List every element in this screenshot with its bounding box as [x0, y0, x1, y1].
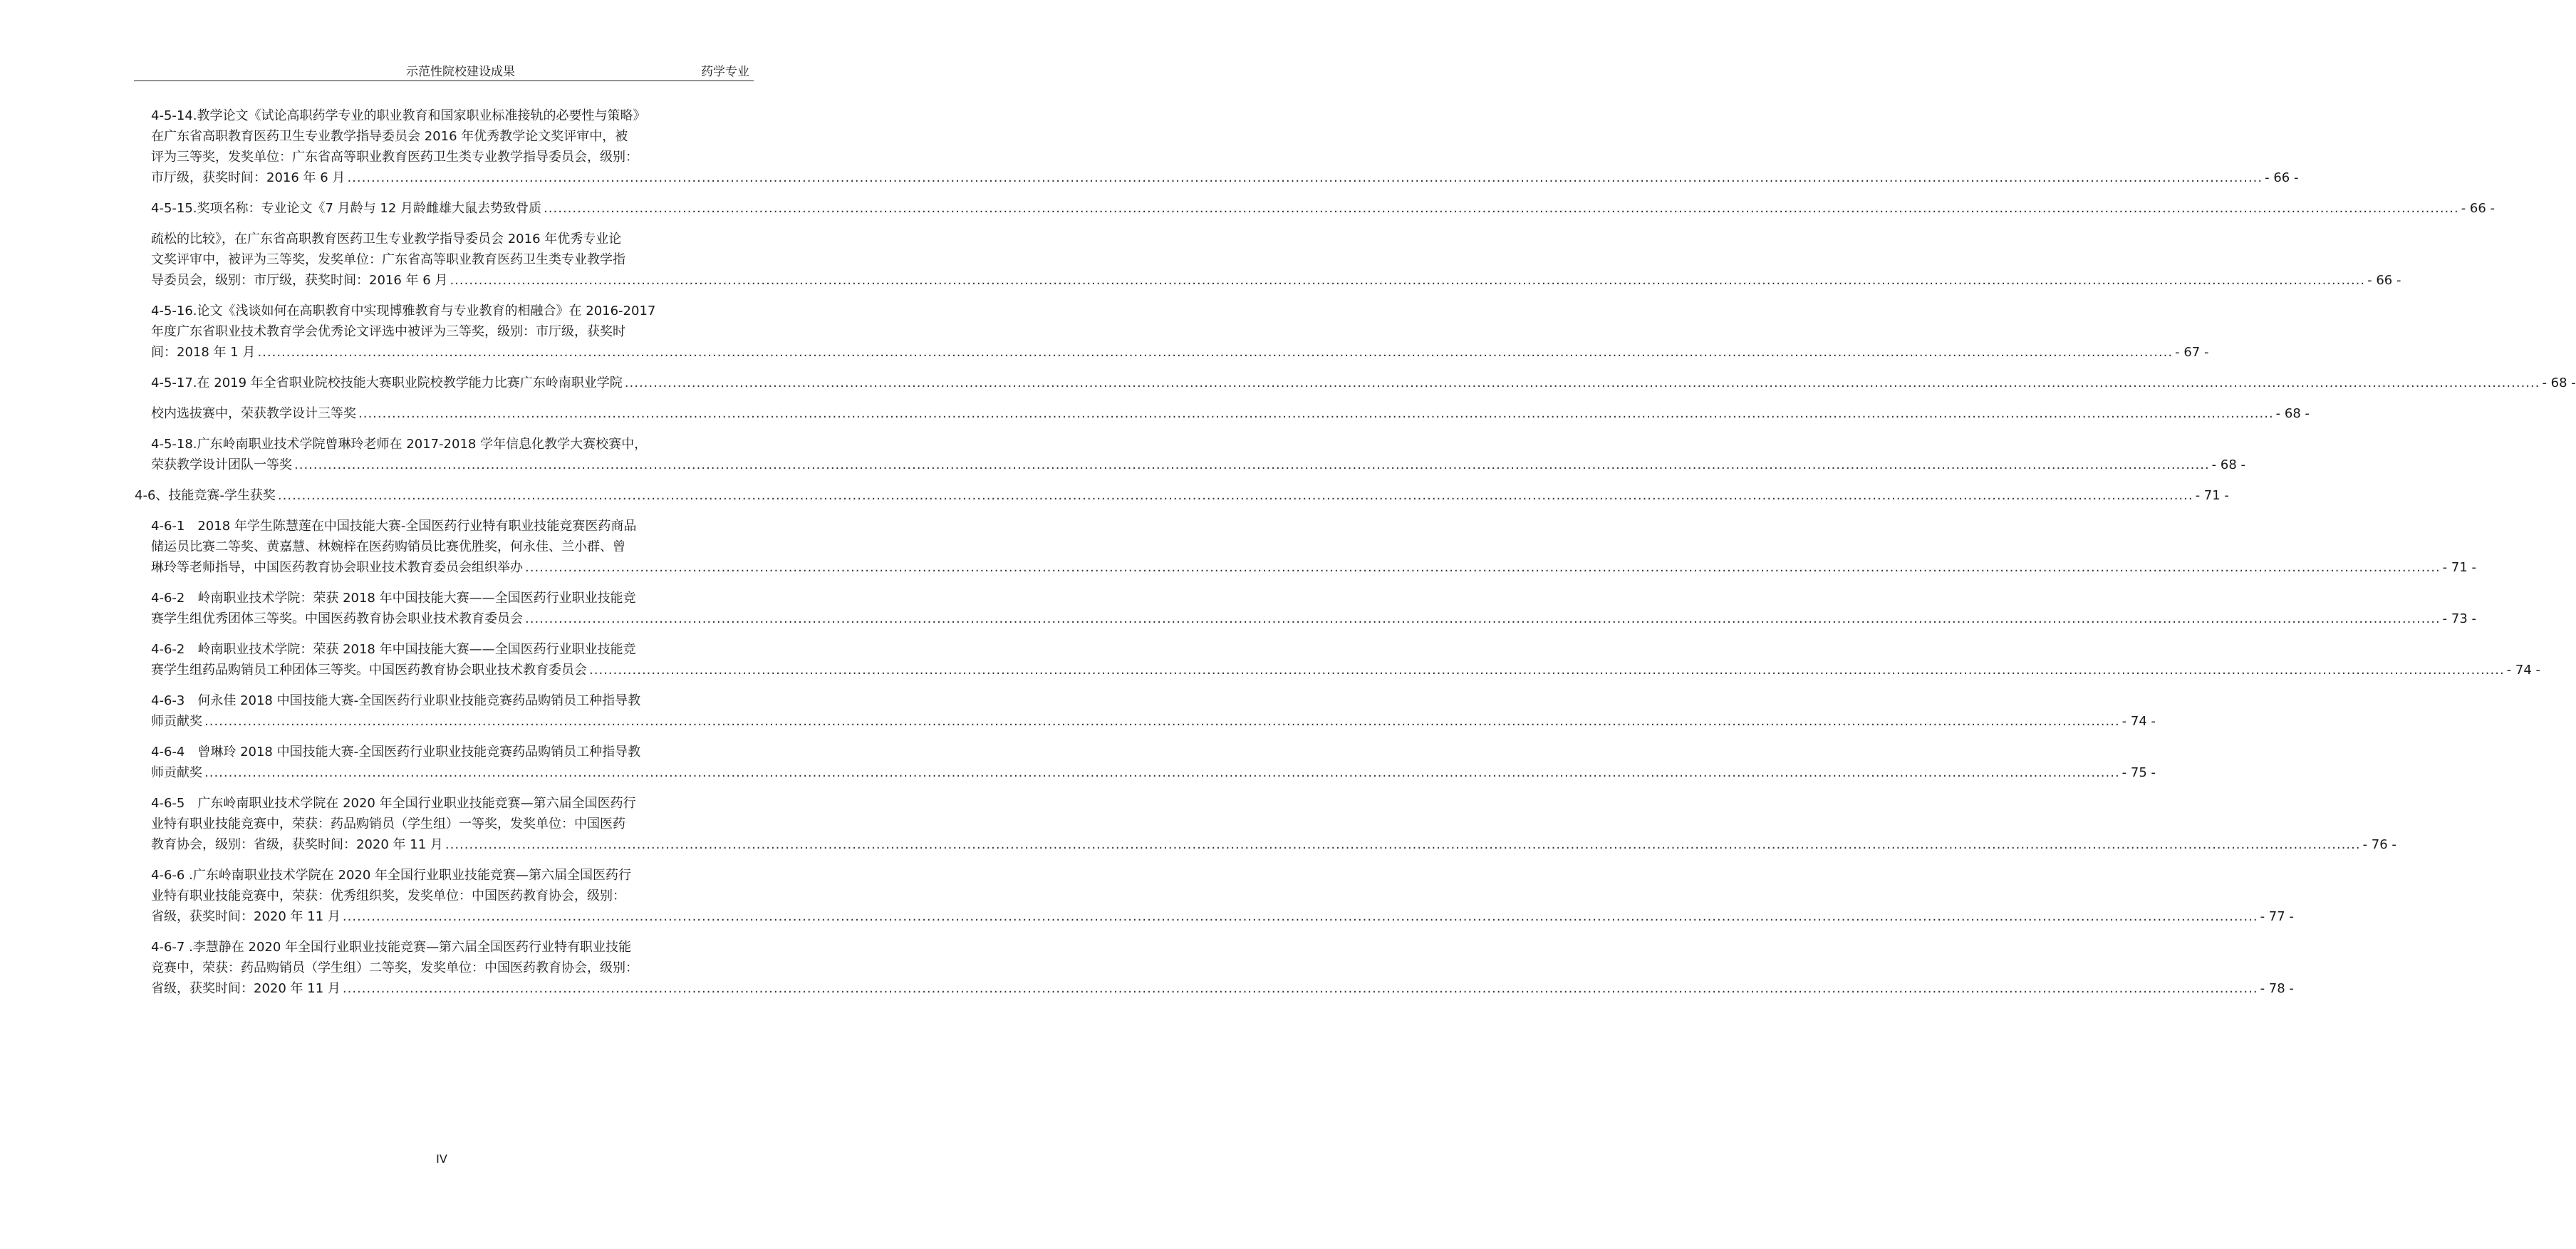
- toc-entry[interactable]: [0, 301, 2209, 363]
- dot-leader: ................................................................................................................................................................................................................................................................................................................................................................................................................: [624, 375, 2540, 390]
- toc-page-number: - 68 -: [2275, 406, 2310, 421]
- dot-leader: ................................................................................................................................................................................................................................................................................................................................................................................................................: [450, 273, 2366, 288]
- dot-leader: ................................................................................................................................................................................................................................................................................................................................................................................................................: [294, 457, 2210, 472]
- toc-entry[interactable]: [0, 434, 2246, 475]
- toc-entry-text: 4-6-2 岭南职业技术学院：荣获 2018 年中国技能大赛——全国医药行业职业技能竞: [151, 591, 636, 606]
- toc-entry[interactable]: [0, 485, 2229, 506]
- toc-page-number: - 76 -: [2362, 837, 2396, 852]
- toc-entry[interactable]: [0, 516, 2477, 578]
- toc-page-number: - 77 -: [2260, 909, 2294, 924]
- toc-entry-text: 4-5-16.论文《浅谈如何在高职教育中实现博雅教育与专业教育的相融合》在 2016-2017: [151, 304, 656, 318]
- toc-entry-text: 市厅级，获奖时间：2016 年 6 月: [151, 170, 346, 185]
- toc-entry-text: 4-5-15.奖项名称：专业论文《7 月龄与 12 月龄雌雄大鼠去势致骨质: [151, 201, 542, 216]
- toc-entry-text: 4-6-1 2018 年学生陈慧莲在中国技能大赛-全国医药行业特有职业技能竞赛医药商品: [151, 519, 637, 534]
- dot-leader: ................................................................................................................................................................................................................................................................................................................................................................................................................: [204, 714, 2120, 729]
- toc-entry[interactable]: [0, 690, 2156, 732]
- toc-entry[interactable]: [0, 742, 2156, 783]
- toc-entry-text: 评为三等奖，发奖单位：广东省高等职业教育医药卫生类专业教学指导委员会，级别：: [151, 150, 638, 165]
- dot-leader: ................................................................................................................................................................................................................................................................................................................................................................................................................: [342, 981, 2258, 996]
- toc-page-number: - 71 -: [2442, 560, 2477, 575]
- toc-entry-text: 省级，获奖时间：2020 年 11 月: [151, 909, 341, 924]
- toc-page-number: - 67 -: [2175, 345, 2209, 360]
- toc-entry-text: 赛学生组药品购销员工种团体三等奖。中国医药教育协会职业技术教育委员会: [151, 663, 587, 678]
- toc-entry-text: 年度广东省职业技术教育学会优秀论文评选中被评为三等奖，级别：市厅级，获奖时: [151, 324, 625, 339]
- dot-leader: ................................................................................................................................................................................................................................................................................................................................................................................................................: [347, 170, 2263, 185]
- toc-entry-text: 4-5-14.教学论文《试论高职药学专业的职业教育和国家职业标准接轨的必要性与策略》: [151, 108, 646, 123]
- toc-entry-text: 在广东省高职教育医药卫生专业教学指导委员会 2016 年优秀教学论文奖评审中，被: [151, 129, 628, 144]
- toc-entry-text: 荣获教学设计团队一等奖: [151, 457, 292, 472]
- toc-entry[interactable]: [0, 198, 2496, 219]
- dot-leader: ................................................................................................................................................................................................................................................................................................................................................................................................................: [445, 837, 2361, 852]
- toc-page-number: - 66 -: [2265, 170, 2299, 185]
- toc-page-number: - 74 -: [2121, 714, 2156, 729]
- toc-entry-text: 竞赛中，荣获：药品购销员（学生组）二等奖，发奖单位：中国医药教育协会，级别：: [151, 960, 638, 975]
- header-section: 药学专业: [701, 65, 749, 79]
- toc-page-number: - 68 -: [2542, 375, 2576, 390]
- toc-entry[interactable]: [0, 105, 2299, 188]
- toc-page-number: - 71 -: [2195, 488, 2229, 503]
- toc-page-number: - 66 -: [2461, 201, 2496, 216]
- dot-leader: ................................................................................................................................................................................................................................................................................................................................................................................................................: [277, 488, 2193, 503]
- dot-leader: ................................................................................................................................................................................................................................................................................................................................................................................................................: [204, 765, 2120, 780]
- toc-entry-text: 4-6-2 岭南职业技术学院：荣获 2018 年中国技能大赛——全国医药行业职业技能竞: [151, 642, 636, 657]
- toc-entry-text: 4-6-3 何永佳 2018 中国技能大赛-全国医药行业职业技能竞赛药品购销员工种指导教: [151, 693, 641, 708]
- toc-entry[interactable]: [0, 229, 2401, 291]
- toc-page-number: - 73 -: [2442, 611, 2477, 626]
- dot-leader: ................................................................................................................................................................................................................................................................................................................................................................................................................: [358, 406, 2274, 421]
- dot-leader: ................................................................................................................................................................................................................................................................................................................................................................................................................: [257, 345, 2174, 360]
- toc-entry-text: 4-5-17.在 2019 年全省职业院校技能大赛职业院校教学能力比赛广东岭南职业学院: [151, 375, 623, 390]
- toc-page-number: - 74 -: [2506, 663, 2541, 678]
- toc-entry-text: 4-6-6 .广东岭南职业技术学院在 2020 年全国行业职业技能竞赛—第六届全国医药行: [151, 868, 632, 883]
- header-title: 示范性院校建设成果: [406, 65, 515, 79]
- toc-entry-text: 教育协会，级别：省级，获奖时间：2020 年 11 月: [151, 837, 443, 852]
- toc-entry[interactable]: [0, 373, 2576, 393]
- toc-entry[interactable]: [0, 403, 2310, 424]
- toc-page-number: - 75 -: [2121, 765, 2156, 780]
- toc-page-number: - 68 -: [2211, 457, 2246, 472]
- toc-page-number: - 78 -: [2260, 981, 2294, 996]
- toc-entry-text: 间：2018 年 1 月: [151, 345, 256, 360]
- toc-entry-text: 导委员会，级别：市厅级，获奖时间：2016 年 6 月: [151, 273, 448, 288]
- toc-entry[interactable]: [0, 639, 2541, 680]
- dot-leader: ................................................................................................................................................................................................................................................................................................................................................................................................................: [525, 611, 2441, 626]
- dot-leader: ................................................................................................................................................................................................................................................................................................................................................................................................................: [589, 663, 2505, 678]
- toc-entry-text: 琳玲等老师指导，中国医药教育协会职业技术教育委员会组织举办: [151, 560, 523, 575]
- toc-entry-text: 4-5-18.广东岭南职业技术学院曾琳玲老师在 2017-2018 学年信息化教学大赛校赛中，: [151, 437, 648, 452]
- toc-entry-text: 4-6、技能竞赛-学生获奖: [135, 488, 276, 503]
- toc-entry-text: 师贡献奖: [151, 714, 202, 729]
- dot-leader: ................................................................................................................................................................................................................................................................................................................................................................................................................: [544, 201, 2459, 216]
- page-number: IV: [436, 1152, 447, 1166]
- dot-leader: ................................................................................................................................................................................................................................................................................................................................................................................................................: [525, 560, 2441, 575]
- toc-entry-text: 业特有职业技能竞赛中，荣获：药品购销员（学生组）一等奖，发奖单位：中国医药: [151, 817, 625, 831]
- toc-entry-text: 4-6-5 广东岭南职业技术学院在 2020 年全国行业职业技能竞赛—第六届全国医药行: [151, 796, 636, 811]
- page-header: [134, 60, 754, 81]
- toc-entry-text: 省级，获奖时间：2020 年 11 月: [151, 981, 341, 996]
- toc-entry-text: 疏松的比较》，在广东省高职教育医药卫生专业教学指导委员会 2016 年优秀专业论: [151, 232, 622, 247]
- table-of-contents: [0, 105, 2576, 1009]
- toc-entry[interactable]: [0, 588, 2477, 629]
- toc-entry-text: 校内选拔赛中，荣获教学设计三等奖: [151, 406, 356, 421]
- toc-entry-text: 储运员比赛二等奖、黄嘉慧、林婉梓在医药购销员比赛优胜奖，何永佳、兰小群、曾: [151, 539, 625, 554]
- toc-entry-text: 赛学生组优秀团体三等奖。中国医药教育协会职业技术教育委员会: [151, 611, 523, 626]
- toc-entry-text: 4-6-4 曾琳玲 2018 中国技能大赛-全国医药行业职业技能竞赛药品购销员工种指导教: [151, 745, 641, 760]
- toc-page-number: - 66 -: [2367, 273, 2401, 288]
- toc-entry-text: 师贡献奖: [151, 765, 202, 780]
- toc-entry[interactable]: [0, 937, 2294, 999]
- toc-entry-text: 业特有职业技能竞赛中，荣获：优秀组织奖，发奖单位：中国医药教育协会，级别：: [151, 888, 625, 903]
- dot-leader: ................................................................................................................................................................................................................................................................................................................................................................................................................: [342, 909, 2258, 924]
- toc-entry[interactable]: [0, 793, 2396, 855]
- toc-entry-text: 4-6-7 .李慧静在 2020 年全国行业职业技能竞赛—第六届全国医药行业特有职业技能: [151, 940, 632, 955]
- toc-entry-text: 文奖评审中，被评为三等奖，发奖单位：广东省高等职业教育医药卫生类专业教学指: [151, 252, 625, 267]
- toc-entry[interactable]: [0, 865, 2294, 927]
